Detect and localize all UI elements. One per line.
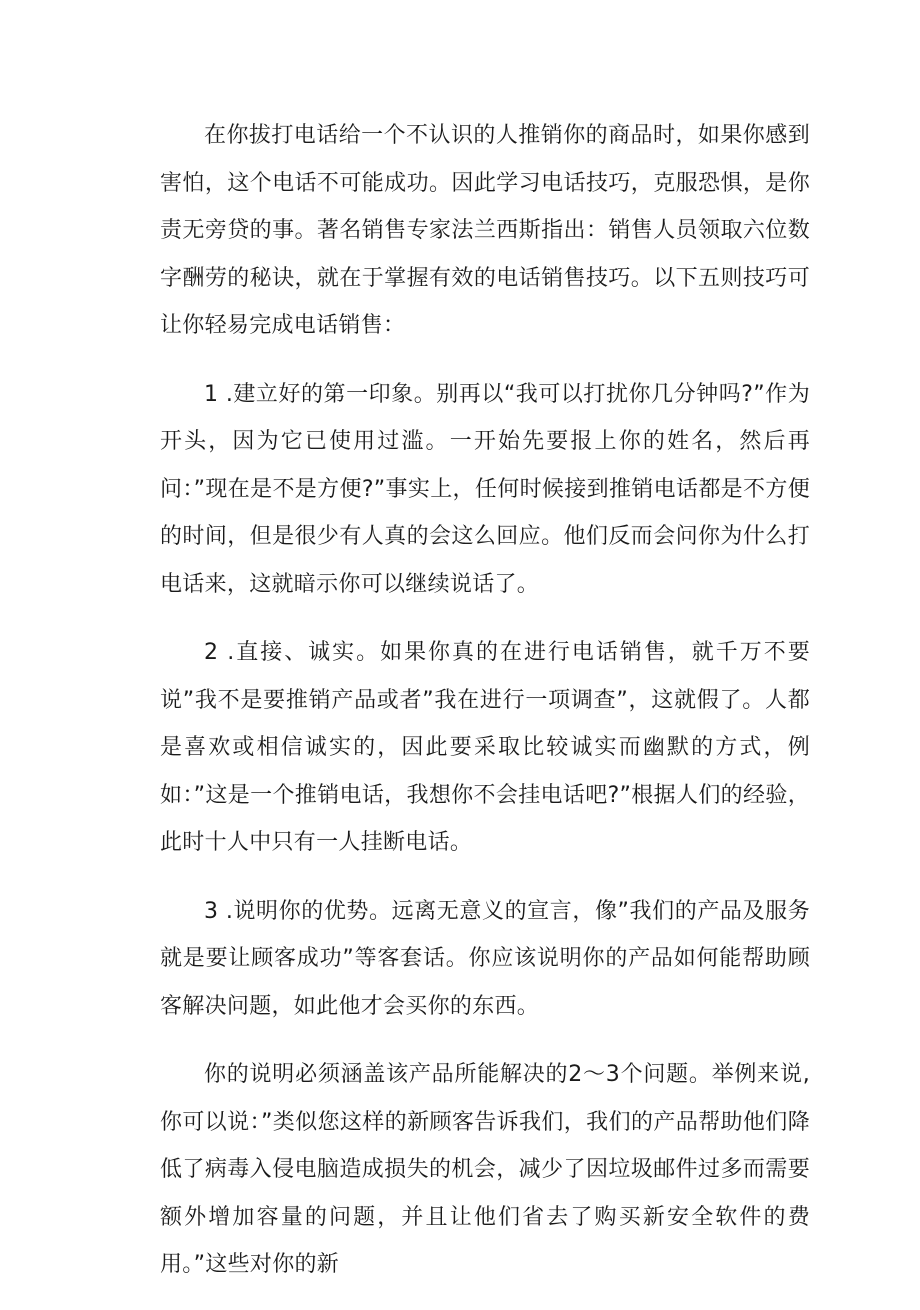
paragraph-tip-3: 3 .说明你的优势。远离无意义的宣言，像”我们的产品及服务就是要让顾客成功”等客套话。你应该说明你的产品如何能帮助顾客解决问题，如此他才会买你的东西。 xyxy=(160,898,810,1019)
paragraph-tip-1: 1 .建立好的第一印象。别再以“我可以打扰你几分钟吗?”作为开头，因为它已使用过滥。一开始先要报上你的姓名，然后再问：”现在是不是方便?”事实上，任何时候接到推销电话都是不方便的时间，但是很少有人真的会这么回应。他们反而会问你为什么打电话来，这就暗示你可以继续说话了。 xyxy=(160,381,810,597)
paragraph-intro: 在你拔打电话给一个不认识的人推销你的商品时，如果你感到害怕，这个电话不可能成功。因此学习电话技巧，克服恐惧，是你责无旁贷的事。著名销售专家法兰西斯指出：销售人员领取六位数字酬劳的秘诀，就在于掌握有效的电话销售技巧。以下五则技巧可让你轻易完成电话销售： xyxy=(160,123,810,338)
document-body xyxy=(160,112,810,1310)
paragraph-tip-2: 2 .直接、诚实。如果你真的在进行电话销售，就千万不要说”我不是要推销产品或者”我在进行一项调查”，这就假了。人都是喜欢或相信诚实的，因此要采取比较诚实而幽默的方式，例如：”这是一个推销电话，我想你不会挂电话吧?”根据人们的经验，此时十人中只有一人挂断电话。 xyxy=(160,640,810,855)
paragraph-tip-3-example: 你的说明必须涵盖该产品所能解决的2〜3个问题。举例来说,你可以说：”类似您这样的新顾客告诉我们，我们的产品帮助他们降低了病毒入侵电脑造成损失的机会，减少了因垃圾邮件过多而需要额外增加容量的问题，并且让他们省去了购买新安全软件的费用。”这些对你的新 xyxy=(160,1062,810,1277)
